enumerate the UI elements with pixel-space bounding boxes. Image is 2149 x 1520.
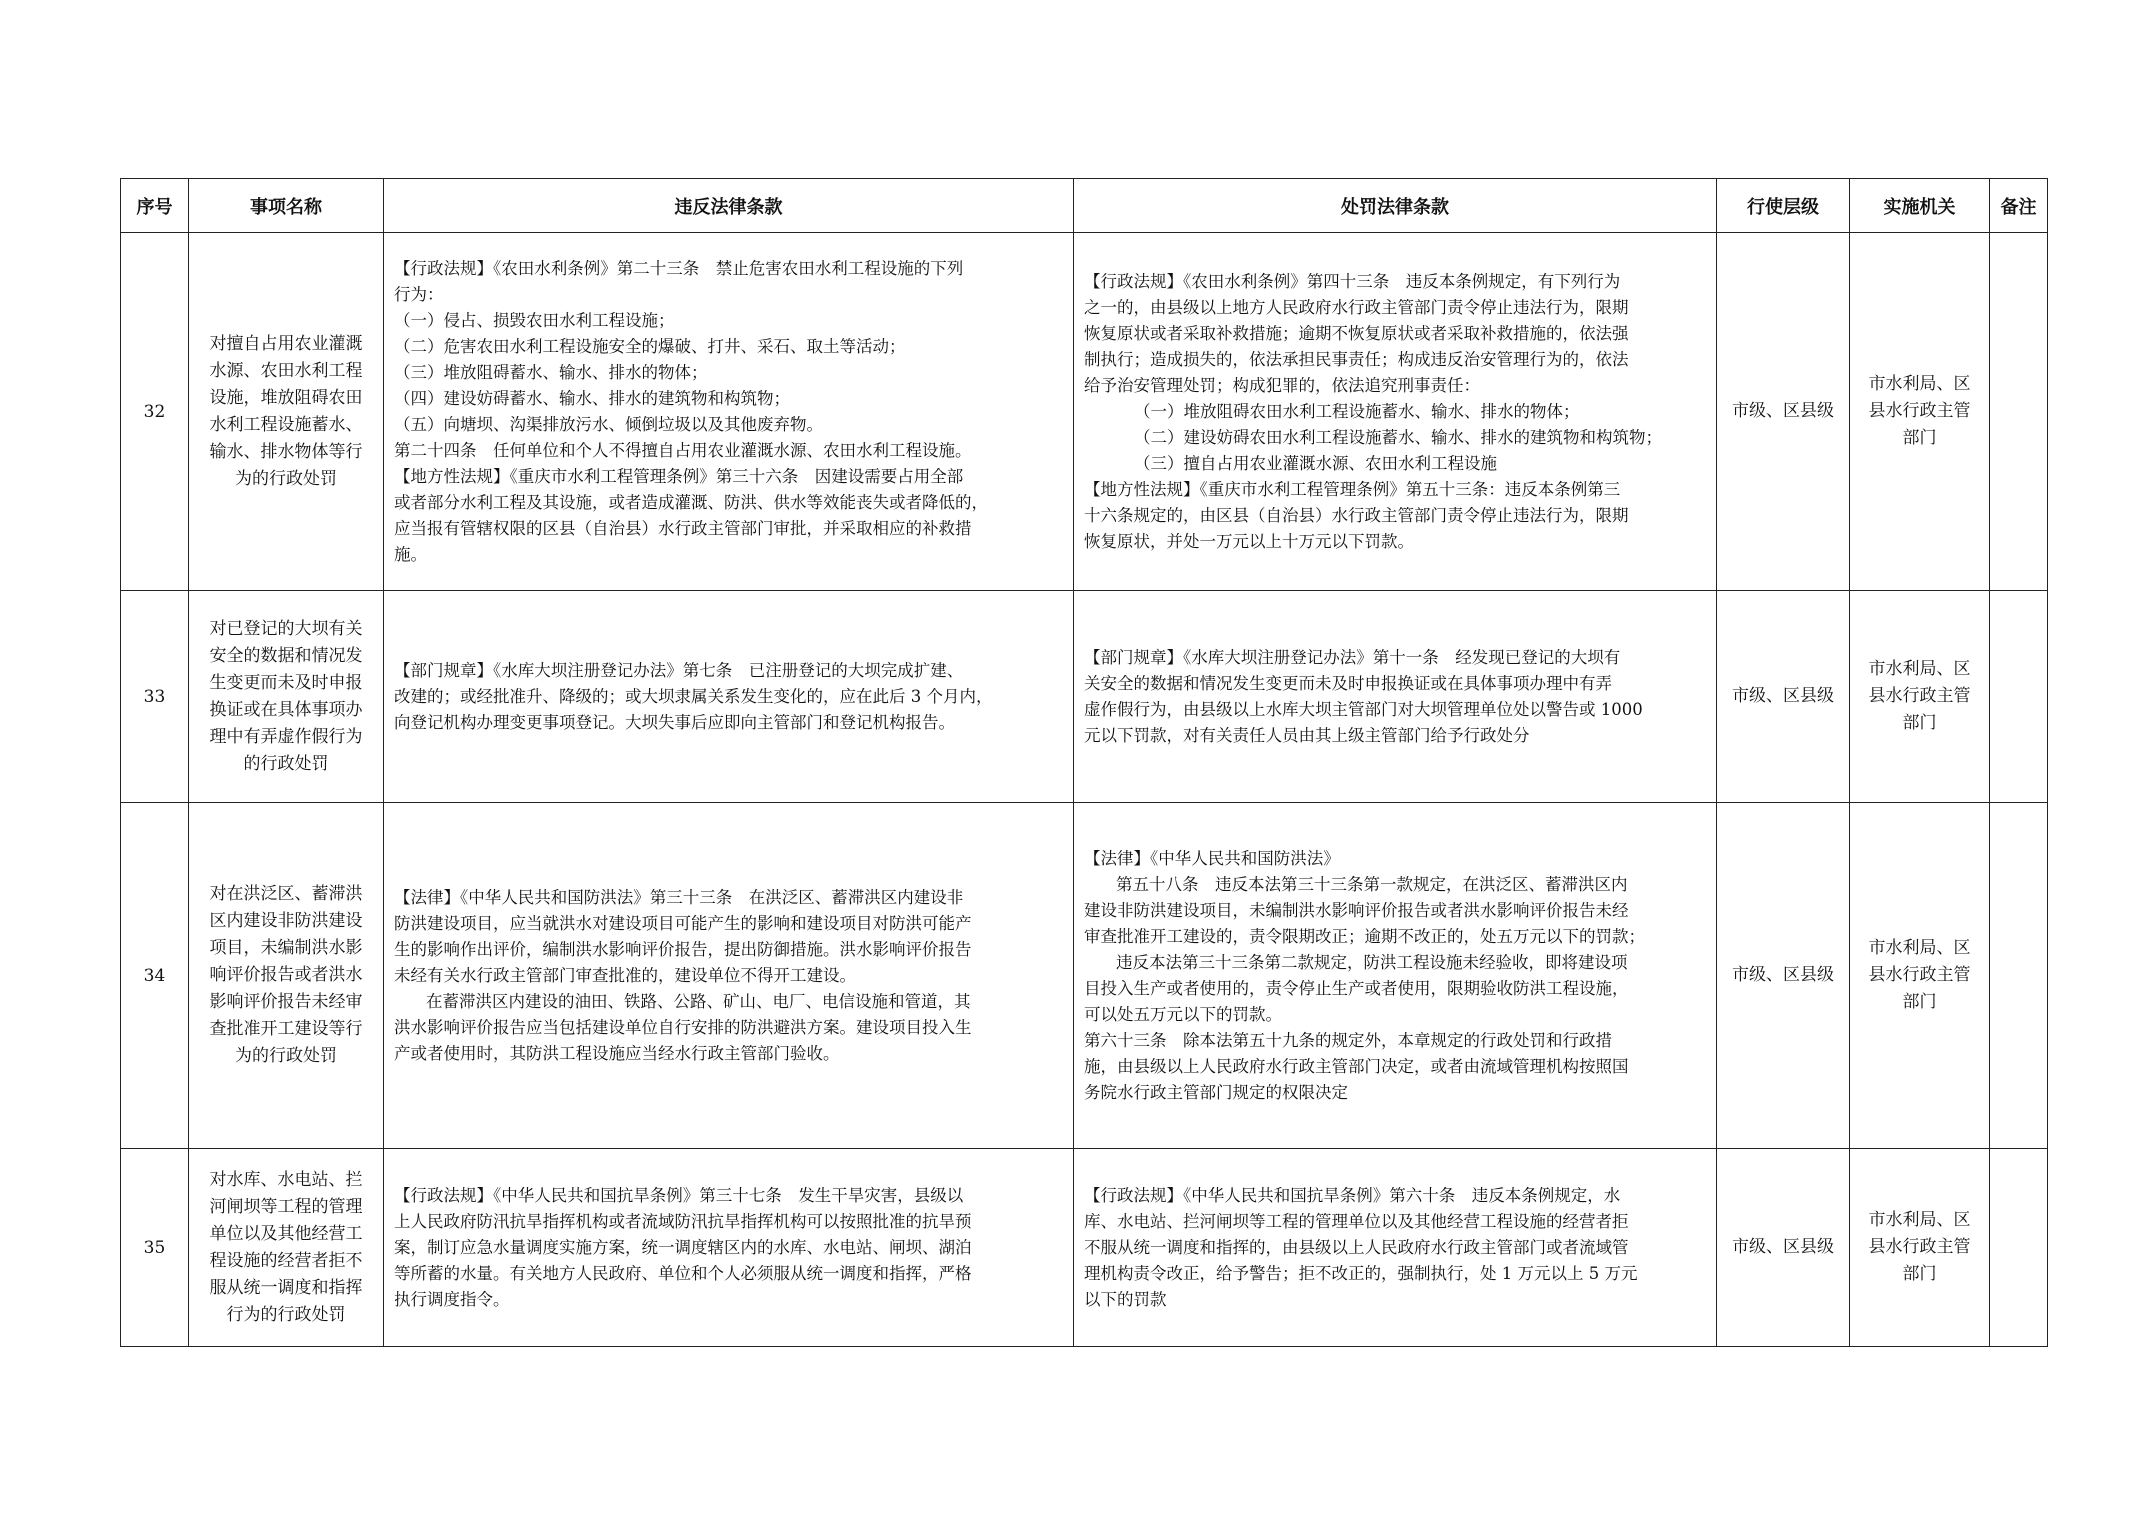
implementing-agency	[1850, 233, 1990, 591]
text-line: 行为的行政处罚	[226, 1304, 346, 1325]
text-line: 给予治安管理处罚；构成犯罪的，依法追究刑事责任：	[1084, 375, 1480, 395]
text-line: 【法律】《中华人民共和国防洪法》第三十三条 在洪泛区、蓄滞洪区内建设非	[394, 887, 964, 907]
text-line: 执行调度指令。	[394, 1289, 510, 1309]
text-line: 市水利局、区	[1868, 659, 1971, 679]
text-line: （一）侵占、损毁农田水利工程设施；	[394, 310, 675, 330]
row-number: 34	[121, 803, 189, 1149]
text-line: （五）向塘坝、沟渠排放污水、倾倒垃圾以及其他废弃物。	[394, 414, 823, 434]
penalty-table	[120, 178, 2048, 1347]
table-row	[121, 1149, 2048, 1347]
text-line: 洪水影响评价报告应当包括建设单位自行安排的防洪避洪方案。建设项目投入生	[394, 1017, 972, 1037]
text-line: 目投入生产或者使用的，责令停止生产或者使用，限期验收防洪工程设施，	[1084, 978, 1629, 998]
text-line: （四）建设妨碍蓄水、输水、排水的建筑物和构筑物；	[394, 388, 790, 408]
row-number: 33	[121, 591, 189, 803]
text-line: 可以处五万元以下的罚款。	[1084, 1004, 1282, 1024]
remark	[1990, 233, 2048, 591]
text-line: 县水行政主管	[1868, 1237, 1971, 1257]
text-line: 设施，堆放阻碍农田	[209, 387, 363, 408]
text-line: 对已登记的大坝有关	[209, 618, 363, 639]
text-line: 在蓄滞洪区内建设的油田、铁路、公路、矿山、电厂、电信设施和管道，其	[426, 991, 971, 1011]
header-level: 行使层级	[1717, 179, 1850, 233]
text-line: 影响评价报告未经审	[209, 992, 363, 1012]
header-name: 事项名称	[189, 179, 384, 233]
penalty-clause	[1074, 233, 1717, 591]
implementing-agency	[1850, 1149, 1990, 1347]
text-line: 第五十八条 违反本法第三十三条第一款规定，在洪泛区、蓄滞洪区内	[1116, 874, 1628, 894]
penalty-clause	[1074, 803, 1717, 1149]
text-line: 【行政法规】《中华人民共和国抗旱条例》第六十条 违反本条例规定，水	[1084, 1185, 1621, 1205]
text-line: 恢复原状，并处一万元以上十万元以下罚款。	[1084, 531, 1414, 551]
text-line: 等所蓄的水量。有关地方人民政府、单位和个人必须服从统一调度和指挥，严格	[394, 1263, 972, 1283]
text-line: 或者部分水利工程及其设施，或者造成灌溉、防洪、供水等效能丧失或者降低的，	[394, 492, 988, 512]
text-line: 【法律】《中华人民共和国防洪法》	[1084, 848, 1340, 868]
text-line: 【部门规章】《水库大坝注册登记办法》第十一条 经发现已登记的大坝有	[1084, 647, 1621, 667]
header-remark: 备注	[1990, 179, 2048, 233]
penalty-clause	[1074, 1149, 1717, 1347]
item-name	[189, 591, 384, 803]
text-line: 未经有关水行政主管部门审查批准的，建设单位不得开工建设。	[394, 965, 856, 985]
text-line: 部门	[1902, 992, 1937, 1012]
text-line: 改建的；或经批准升、降级的；或大坝隶属关系发生变化的，应在此后 3 个月内，	[394, 686, 993, 706]
text-line: 恢复原状或者采取补救措施；逾期不恢复原状或者采取补救措施的，依法强	[1084, 323, 1629, 343]
header-row	[121, 179, 2048, 233]
header-agency: 实施机关	[1850, 179, 1990, 233]
table-row	[121, 233, 2048, 591]
text-line: 河闸坝等工程的管理	[209, 1196, 363, 1217]
text-line: 【行政法规】《农田水利条例》第二十三条 禁止危害农田水利工程设施的下列	[394, 258, 964, 278]
text-line: 换证或在具体事项办	[209, 699, 363, 720]
header-penalty: 处罚法律条款	[1074, 179, 1717, 233]
item-name	[189, 1149, 384, 1347]
text-line: （三）擅自占用农业灌溉水源、农田水利工程设施	[1134, 453, 1497, 473]
text-line: 对在洪泛区、蓄滞洪	[209, 884, 363, 904]
text-line: 区内建设非防洪建设	[209, 911, 363, 931]
item-name	[189, 803, 384, 1149]
text-line: 元以下罚款，对有关责任人员由其上级主管部门给予行政处分	[1084, 725, 1530, 745]
text-line: 市水利局、区	[1868, 938, 1971, 958]
row-number: 32	[121, 233, 189, 591]
remark	[1990, 591, 2048, 803]
text-line: 的行政处罚	[243, 753, 329, 774]
exercise-level: 市级、区县级	[1717, 233, 1850, 591]
text-line: 违反本法第三十三条第二款规定，防洪工程设施未经验收，即将建设项	[1116, 952, 1628, 972]
text-line: 之一的，由县级以上地方人民政府水行政主管部门责令停止违法行为，限期	[1084, 297, 1629, 317]
table-row	[121, 591, 2048, 803]
text-line: （三）堆放阻碍蓄水、输水、排水的物体；	[394, 362, 708, 382]
text-line: 以下的罚款	[1084, 1289, 1167, 1309]
text-line: 对水库、水电站、拦	[209, 1169, 363, 1190]
row-number: 35	[121, 1149, 189, 1347]
text-line: 【部门规章】《水库大坝注册登记办法》第七条 已注册登记的大坝完成扩建、	[394, 660, 964, 680]
text-line: 建设非防洪建设项目，未编制洪水影响评价报告或者洪水影响评价报告未经	[1084, 900, 1629, 920]
text-line: 第二十四条 任何单位和个人不得擅自占用农业灌溉水源、农田水利工程设施。	[394, 440, 972, 460]
text-line: 应当报有管辖权限的区县（自治县）水行政主管部门审批，并采取相应的补救措	[394, 518, 972, 538]
text-line: 单位以及其他经营工	[209, 1223, 363, 1244]
text-line: 产或者使用时，其防洪工程设施应当经水行政主管部门验收。	[394, 1043, 840, 1063]
text-line: 为的行政处罚	[235, 468, 337, 489]
text-line: 【行政法规】《中华人民共和国抗旱条例》第三十七条 发生干旱灾害，县级以	[394, 1185, 964, 1205]
text-line: 向登记机构办理变更事项登记。大坝失事后应即向主管部门和登记机构报告。	[394, 712, 955, 732]
penalty-clause	[1074, 591, 1717, 803]
text-line: 查批准开工建设等行	[209, 1019, 363, 1039]
text-line: 库、水电站、拦河闸坝等工程的管理单位以及其他经营工程设施的经营者拒	[1084, 1211, 1629, 1231]
text-line: （二）建设妨碍农田水利工程设施蓄水、输水、排水的建筑物和构筑物；	[1134, 427, 1662, 447]
text-line: 部门	[1902, 428, 1937, 448]
violation-clause	[384, 1149, 1074, 1347]
table-body	[121, 233, 2048, 1347]
text-line: 程设施的经营者拒不	[209, 1250, 363, 1271]
text-line: 防洪建设项目，应当就洪水对建设项目可能产生的影响和建设项目对防洪可能产	[394, 913, 972, 933]
exercise-level: 市级、区县级	[1717, 803, 1850, 1149]
text-line: 理中有弄虚作假行为	[209, 726, 363, 747]
text-line: 理机构责令改正，给予警告；拒不改正的，强制执行，处 1 万元以上 5 万元	[1084, 1263, 1638, 1283]
text-line: （二）危害农田水利工程设施安全的爆破、打井、采石、取土等活动；	[394, 336, 906, 356]
text-line: 行为：	[394, 284, 444, 304]
header-num: 序号	[121, 179, 189, 233]
table-row	[121, 803, 2048, 1149]
text-line: 制执行；造成损失的，依法承担民事责任；构成违反治安管理行为的，依法	[1084, 349, 1629, 369]
text-line: 响评价报告或者洪水	[209, 965, 363, 985]
text-line: 县水行政主管	[1868, 965, 1971, 985]
text-line: 输水、排水物体等行	[209, 441, 363, 462]
text-line: 【地方性法规】《重庆市水利工程管理条例》第三十六条 因建设需要占用全部	[394, 466, 964, 486]
header-violation: 违反法律条款	[384, 179, 1074, 233]
text-line: 施。	[394, 544, 427, 564]
violation-clause	[384, 591, 1074, 803]
text-line: 水源、农田水利工程	[209, 360, 363, 381]
text-line: 县水行政主管	[1868, 686, 1971, 706]
text-line: 服从统一调度和指挥	[209, 1277, 363, 1298]
text-line: 案，制订应急水量调度实施方案，统一调度辖区内的水库、水电站、闸坝、湖泊	[394, 1237, 972, 1257]
exercise-level: 市级、区县级	[1717, 1149, 1850, 1347]
text-line: 部门	[1902, 1264, 1937, 1284]
exercise-level: 市级、区县级	[1717, 591, 1850, 803]
text-line: 施，由县级以上人民政府水行政主管部门决定，或者由流域管理机构按照国	[1084, 1056, 1629, 1076]
text-line: 为的行政处罚	[235, 1046, 337, 1066]
text-line: 对擅自占用农业灌溉	[209, 333, 363, 354]
implementing-agency	[1850, 591, 1990, 803]
text-line: 务院水行政主管部门规定的权限决定	[1084, 1082, 1348, 1102]
item-name	[189, 233, 384, 591]
text-line: 十六条规定的，由区县（自治县）水行政主管部门责令停止违法行为，限期	[1084, 505, 1629, 525]
text-line: 关安全的数据和情况发生变更而未及时申报换证或在具体事项办理中有弄	[1084, 673, 1612, 693]
violation-clause	[384, 233, 1074, 591]
remark	[1990, 1149, 2048, 1347]
text-line: 项目，未编制洪水影	[209, 938, 363, 958]
text-line: 部门	[1902, 713, 1937, 733]
text-line: 生变更而未及时申报	[209, 672, 363, 693]
text-line: 【地方性法规】《重庆市水利工程管理条例》第五十三条：违反本条例第三	[1084, 479, 1621, 499]
text-line: 水利工程设施蓄水、	[209, 414, 363, 435]
violation-clause	[384, 803, 1074, 1149]
text-line: 市水利局、区	[1868, 1210, 1971, 1230]
text-line: 县水行政主管	[1868, 401, 1971, 421]
implementing-agency	[1850, 803, 1990, 1149]
text-line: 第六十三条 除本法第五十九条的规定外，本章规定的行政处罚和行政措	[1084, 1030, 1612, 1050]
text-line: 安全的数据和情况发	[209, 645, 363, 666]
text-line: 【行政法规】《农田水利条例》第四十三条 违反本条例规定，有下列行为	[1084, 271, 1621, 291]
text-line: （一）堆放阻碍农田水利工程设施蓄水、输水、排水的物体；	[1134, 401, 1580, 421]
text-line: 审查批准开工建设的，责令限期改正；逾期不改正的，处五万元以下的罚款；	[1084, 926, 1645, 946]
text-line: 虚作假行为，由县级以上水库大坝主管部门对大坝管理单位处以警告或 1000	[1084, 699, 1643, 719]
remark	[1990, 803, 2048, 1149]
text-line: 上人民政府防汛抗旱指挥机构或者流域防汛抗旱指挥机构可以按照批准的抗旱预	[394, 1211, 972, 1231]
text-line: 市水利局、区	[1868, 374, 1971, 394]
text-line: 不服从统一调度和指挥的，由县级以上人民政府水行政主管部门或者流域管	[1084, 1237, 1629, 1257]
text-line: 生的影响作出评价，编制洪水影响评价报告，提出防御措施。洪水影响评价报告	[394, 939, 972, 959]
